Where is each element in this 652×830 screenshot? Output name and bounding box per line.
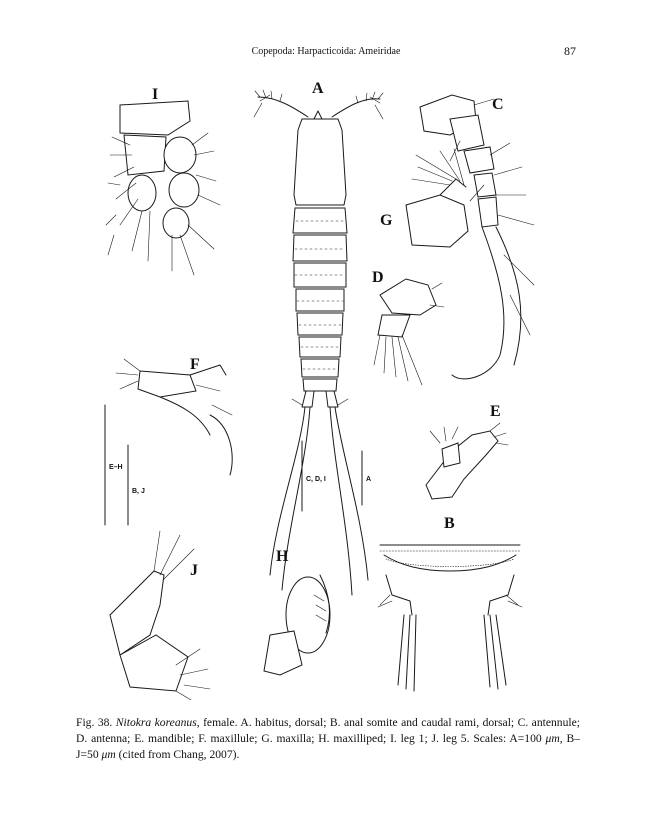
caption-unit-1: μm <box>545 732 560 745</box>
panel-a-habitus <box>254 90 383 595</box>
panel-g-maxilla <box>406 149 468 247</box>
panel-label-d: D <box>372 269 384 286</box>
panel-b-anal-somite <box>378 545 522 691</box>
panel-d-antenna <box>374 279 444 385</box>
panel-label-c: C <box>492 96 504 113</box>
page-number: 87 <box>564 44 576 58</box>
panel-label-a: A <box>312 80 324 97</box>
panel-label-h: H <box>276 548 289 565</box>
caption-text-end: (cited from Chang, 2007). <box>115 748 240 761</box>
panel-f-maxillule <box>116 359 232 475</box>
panel-e-mandible <box>426 423 508 499</box>
scale-label-c-d-i: C, D, I <box>306 476 326 483</box>
panel-j-leg5 <box>110 531 210 700</box>
panel-label-e: E <box>490 403 501 420</box>
caption-unit-2: μm <box>101 748 116 761</box>
panel-label-i: I <box>152 86 159 103</box>
figure-drawings <box>80 75 580 700</box>
panel-label-b: B <box>444 515 455 532</box>
panel-i-leg1 <box>106 101 220 275</box>
caption-text-mid: , B–J=50 <box>76 732 580 761</box>
caption-text: , female. A. habitus, dorsal; B. anal somite and caudal rami, dorsal; C. antennule; D. antenna; E. mandible; F. maxillule; G. maxilla; H. maxilliped; I. leg 1; J. leg 5. Scales: A=100 <box>76 716 580 745</box>
panel-label-g: G <box>380 212 393 229</box>
caption-species: Nitokra koreanus <box>115 716 197 729</box>
page-header <box>76 42 576 62</box>
panel-label-f: F <box>190 356 200 373</box>
panel-label-j: J <box>190 562 198 579</box>
scale-label-b-j: B, J <box>132 488 145 495</box>
figure-caption <box>76 715 580 763</box>
caption-fig-number: Fig. 38. <box>76 716 113 729</box>
scale-label-e-h: E–H <box>109 464 123 471</box>
panel-h-maxilliped <box>264 575 330 675</box>
running-head: Copepoda: Harpacticoida: Ameiridae <box>251 46 401 57</box>
figure-plate <box>80 75 580 700</box>
scale-label-a: A <box>366 476 372 483</box>
